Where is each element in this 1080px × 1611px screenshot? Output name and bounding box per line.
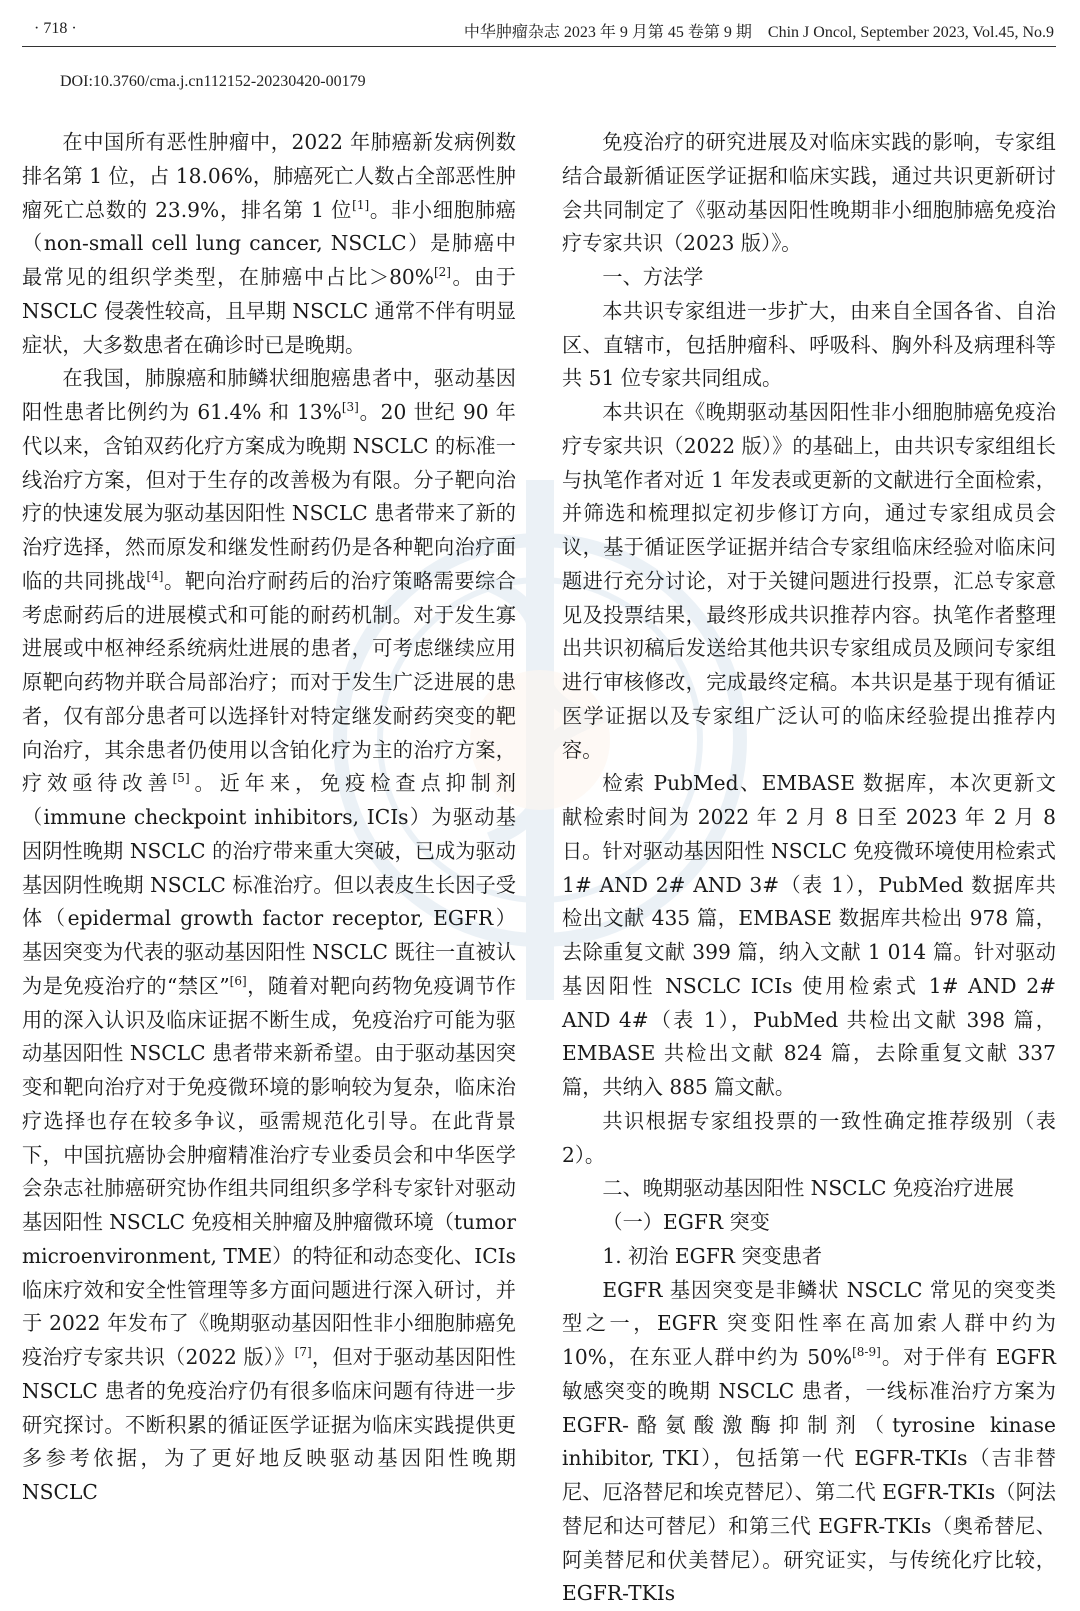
paragraph-text: 。20 世纪 90 年代以来，含铂双药化疗方案成为晚期 NSCLC 的标准一线治疗方案，但对于生存的改善极为有限。分子靶向治疗的快速发展为驱动基因阳性 NSCLC 患者带来了新的治疗选择，然而原发和继发性耐药仍是各种靶向治疗面临的共同挑战: [22, 400, 516, 593]
paragraph-text: 共识根据专家组投票的一致性确定推荐级别（表 2）。: [562, 1109, 1056, 1167]
paragraph-text: 一、方法学: [602, 265, 703, 289]
citation-ref[interactable]: [2]: [434, 265, 451, 279]
paragraph-text: ，随着对靶向药物免疫调节作用的深入认识及临床证据不断生成，免疫治疗可能为驱动基因阳性 NSCLC 患者带来新希望。由于驱动基因突变和靶向治疗对于免疫微环境的影响较为复杂，临床治疗选择也存在较多争议，亟需规范化引导。在此背景下，中国抗癌协会肿瘤精准治疗专业委员会和中华医学会杂志社肺癌研究协作组共同组织多学科专家针对驱动基因阳性 NSCLC 免疫相关肿瘤及肿瘤微环境（tumor microenvironment, TME）的特征和动态变化、ICIs 临床疗效和安全性管理等多方面问题进行深入研讨，并于 2022 年发布了《晚期驱动基因阳性非小细胞肺癌免疫治疗专家共识（2022 版）》: [22, 974, 516, 1369]
paragraph: [22, 362, 516, 1510]
doi-line: DOI:10.3760/cma.j.cn112152-20230420-00179: [60, 73, 366, 91]
paragraph-text: 。由于 NSCLC 侵袭性较高，且早期 NSCLC 通常不伴有明显症状，大多数患者在确诊时已是晚期。: [22, 265, 516, 357]
paragraph-text: 1. 初治 EGFR 突变患者: [602, 1244, 822, 1268]
paragraph: [22, 126, 516, 362]
right-column: [562, 126, 1056, 1611]
paragraph-text: 免疫治疗的研究进展及对临床实践的影响，专家组结合最新循证医学证据和临床实践，通过共识更新研讨会共同制定了《驱动基因阳性晚期非小细胞肺癌免疫治疗专家共识（2023 版）》。: [562, 130, 1056, 255]
paragraph: [562, 1172, 1056, 1206]
citation-ref[interactable]: [8-9]: [852, 1345, 881, 1359]
running-header: [0, 0, 1080, 50]
header-rule: [22, 46, 1056, 47]
paragraph-text: 。非小细胞肺癌（non-small cell lung cancer, NSCLC）是肺癌中最常见的组织学类型，在肺癌中占比＞80%: [22, 198, 516, 290]
paragraph: [562, 1240, 1056, 1274]
paragraph: [562, 126, 1056, 261]
paragraph-text: 本共识在《晚期驱动基因阳性非小细胞肺癌免疫治疗专家共识（2022 版）》的基础上，由共识专家组组长与执笔作者对近 1 年发表或更新的文献进行全面检索，并筛选和梳理拟定初步修订方向，通过专家组成员会议，基于循证医学证据并结合专家组临床经验对临床问题进行充分讨论，对于关键问题进行投票，汇总专家意见及投票结果，最终形成共识推荐内容。执笔作者整理出共识初稿后发送给其他共识专家组成员及顾问专家组进行审核修改，完成最终定稿。本共识是基于现有循证医学证据以及专家组广泛认可的临床经验提出推荐内容。: [562, 400, 1056, 762]
paragraph-text: 。靶向治疗耐药后的治疗策略需要综合考虑耐药后的进展模式和可能的耐药机制。对于发生寡进展或中枢神经系统病灶进展的患者，可考虑继续应用原靶向药物并联合局部治疗；而对于发生广泛进展的患者，仅有部分患者可以选择针对特定继发耐药突变的靶向治疗，其余患者仍使用以含铂化疗为主的治疗方案，疗效亟待改善: [22, 569, 516, 796]
paragraph-text: 二、晚期驱动基因阳性 NSCLC 免疫治疗进展: [602, 1176, 1014, 1200]
left-column: [22, 126, 516, 1510]
paragraph-text: EGFR 基因突变是非鳞状 NSCLC 常见的突变类型之一，EGFR 突变阳性率在高加索人群中约为 10%，在东亚人群中约为 50%: [562, 1278, 1056, 1370]
paragraph-text: 。近年来，免疫检查点抑制剂（immune checkpoint inhibitors, ICIs）为驱动基因阴性晚期 NSCLC 的治疗带来重大突破，已成为驱动基因阴性晚期 NSCLC 标准治疗。但以表皮生长因子受体（epidermal growth factor receptor, EGFR）基因突变为代表的驱动基因阳性 NSCLC 既往一直被认为是免疫治疗的“禁区”: [22, 771, 516, 998]
paragraph-text: ，但对于驱动基因阳性 NSCLC 患者的免疫治疗仍有很多临床问题有待进一步研究探讨。不断积累的循证医学证据为临床实践提供更多参考依据，为了更好地反映驱动基因阳性晚期NSCLC: [22, 1345, 516, 1504]
paragraph-text: 。对于伴有 EGFR 敏感突变的晚期 NSCLC 患者，一线标准治疗方案为 EGFR-酪氨酸激酶抑制剂（tyrosine kinase inhibitor, TKI），包括第一代 EGFR-TKIs（吉非替尼、厄洛替尼和埃克替尼）、第二代 EGFR-TKIs（阿法替尼和达可替尼）和第三代 EGFR-TKIs（奥希替尼、阿美替尼和伏美替尼）。研究证实，与传统化疗比较，EGFR-TKIs: [562, 1345, 1056, 1605]
paragraph: [562, 295, 1056, 396]
page-number: · 718 ·: [34, 20, 77, 38]
paragraph-text: 检索 PubMed、EMBASE 数据库，本次更新文献检索时间为 2022 年 2 月 8 日至 2023 年 2 月 8 日。针对驱动基因阳性 NSCLC 免疫微环境使用检索式 1# AND 2# AND 3#（表 1），PubMed 数据库共检出文献 435 篇，EMBASE 数据库共检出 978 篇，去除重复文献 399 篇，纳入文献 1 014 篇。针对驱动基因阳性 NSCLC ICIs 使用检索式 1# AND 2# AND 4#（表 1），PubMed 共检出文献 398 篇，EMBASE 共检出文献 824 篇，去除重复文献 337 篇，共纳入 885 篇文献。: [562, 771, 1056, 1099]
paragraph-text: 在中国所有恶性肿瘤中，2022 年肺癌新发病例数排名第 1 位，占 18.06%，肺癌死亡人数占全部恶性肿瘤死亡总数的 23.9%，排名第 1 位: [22, 130, 516, 222]
paragraph-text: 本共识专家组进一步扩大，由来自全国各省、自治区、直辖市，包括肿瘤科、呼吸科、胸外科及病理科等共 51 位专家共同组成。: [562, 299, 1056, 391]
paragraph-text: 在我国，肺腺癌和肺鳞状细胞癌患者中，驱动基因阳性患者比例约为 61.4% 和 13%: [22, 366, 516, 424]
citation-ref[interactable]: [7]: [295, 1345, 312, 1359]
paragraph: [562, 396, 1056, 767]
citation-ref[interactable]: [5]: [173, 771, 190, 785]
citation-ref[interactable]: [4]: [146, 569, 163, 583]
citation-ref[interactable]: [3]: [342, 400, 359, 414]
paragraph-text: （一）EGFR 突变: [602, 1210, 769, 1234]
paragraph: [562, 767, 1056, 1105]
paragraph: [562, 261, 1056, 295]
paragraph: [562, 1105, 1056, 1173]
paragraph: [562, 1274, 1056, 1611]
paragraph: [562, 1206, 1056, 1240]
journal-citation: 中华肿瘤杂志 2023 年 9 月第 45 卷第 9 期 Chin J Oncol, September 2023, Vol.45, No.9: [464, 19, 1054, 42]
citation-ref[interactable]: [6]: [230, 974, 247, 988]
citation-ref[interactable]: [1]: [352, 198, 369, 212]
